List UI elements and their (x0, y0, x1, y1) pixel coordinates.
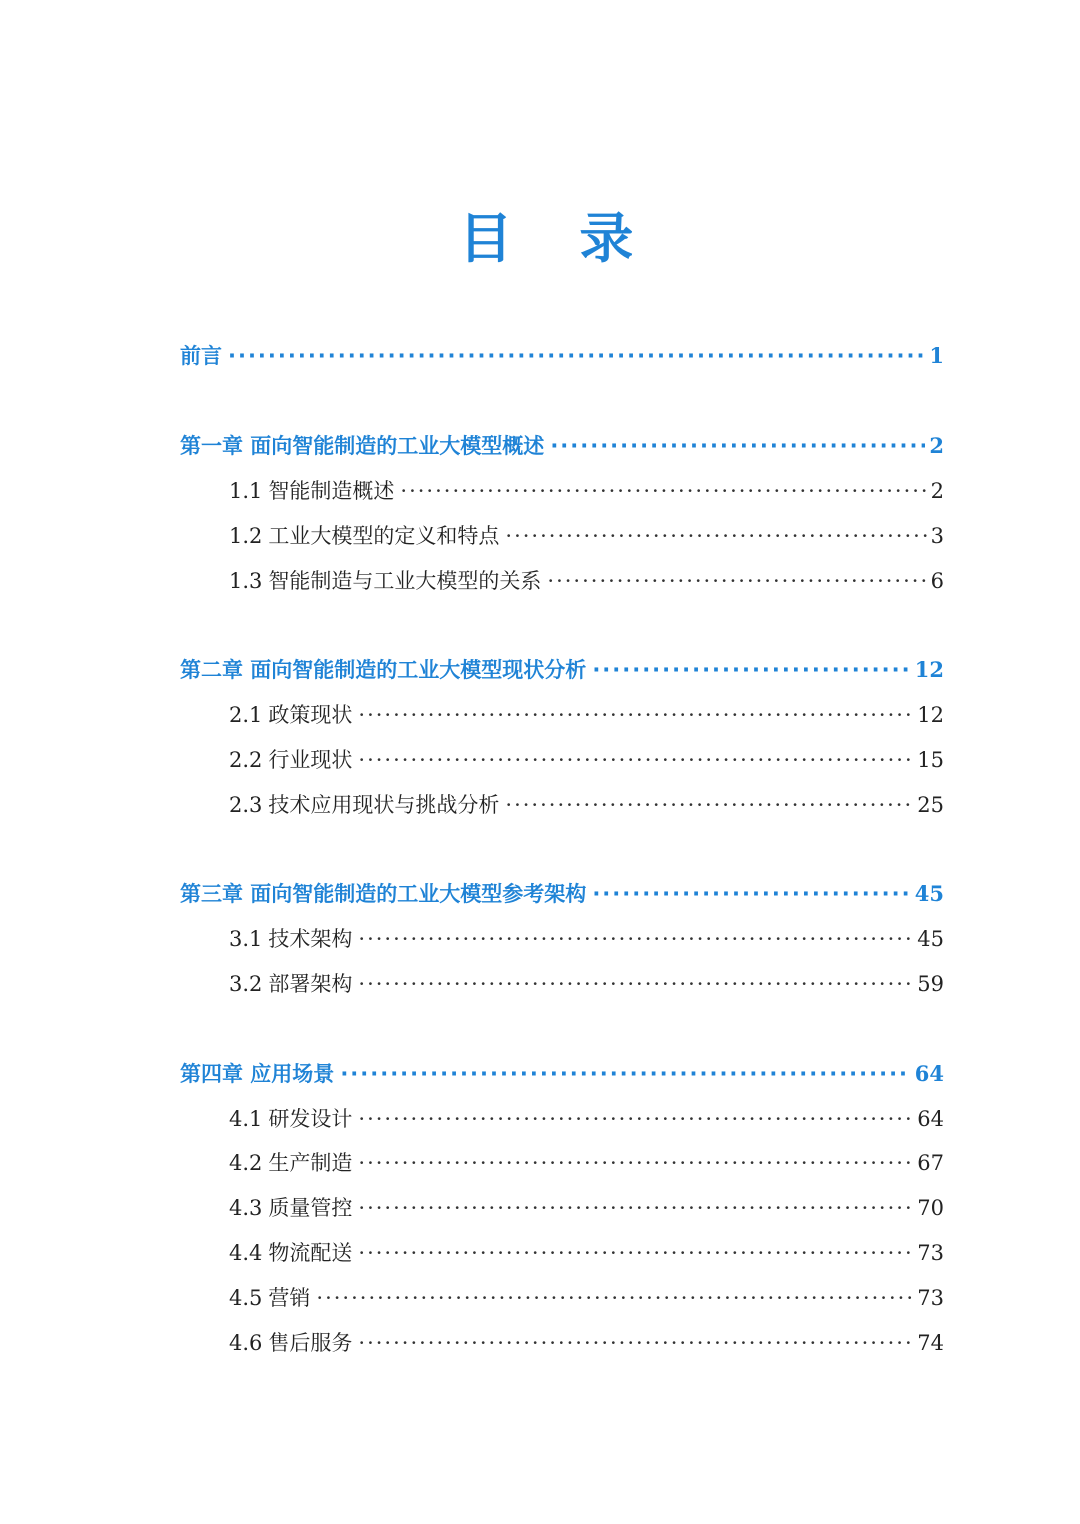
section-title: 智能制造与工业大模型的关系 (268, 569, 542, 593)
page-number: 45 (917, 927, 944, 951)
chapter-title: 第一章 面向智能制造的工业大模型概述 (180, 434, 545, 458)
toc-section-entry[interactable] (229, 789, 944, 821)
section-title: 智能制造概述 (268, 479, 395, 503)
dot-leader (316, 1282, 913, 1314)
dot-leader (358, 968, 913, 1000)
toc-section-entry[interactable] (229, 565, 944, 597)
section-title: 营销 (268, 1286, 311, 1310)
section-label (229, 968, 352, 1000)
toc-section-entry[interactable] (229, 1327, 944, 1359)
dot-leader (358, 1103, 913, 1135)
page-number: 12 (914, 657, 944, 682)
dot-leader (358, 1327, 913, 1359)
section-number: 4.3 (229, 1196, 263, 1220)
dot-leader (358, 744, 913, 776)
section-label (229, 520, 499, 552)
toc-chapter-entry[interactable] (180, 654, 944, 686)
section-title: 技术应用现状与挑战分析 (268, 793, 500, 817)
chapter-title: 第四章 应用场景 (180, 1062, 335, 1086)
section-title: 质量管控 (268, 1196, 353, 1220)
page-number: 73 (917, 1286, 944, 1310)
page-number: 59 (917, 972, 944, 996)
section-label (229, 789, 499, 821)
page-number: 67 (917, 1151, 944, 1175)
toc-section-entry[interactable] (229, 968, 944, 1000)
section-number: 2.1 (229, 703, 263, 727)
section-label (229, 1103, 352, 1135)
section-label (229, 1192, 352, 1224)
section-title: 政策现状 (268, 703, 353, 727)
toc-section-entry[interactable] (229, 1192, 944, 1224)
dot-leader (592, 654, 910, 686)
toc-chapter-entry[interactable] (180, 878, 944, 910)
section-label (229, 565, 541, 597)
toc-section-entry[interactable] (229, 699, 944, 731)
section-label (229, 699, 352, 731)
toc-chapter-entry[interactable] (180, 1058, 944, 1090)
section-number: 4.6 (229, 1331, 263, 1355)
toc-section-entry[interactable] (229, 1282, 944, 1314)
page-number: 64 (914, 1061, 944, 1086)
dot-leader (358, 1147, 913, 1179)
section-number: 4.1 (229, 1107, 263, 1131)
toc-title: 目 录 (458, 207, 658, 270)
toc-section-entry[interactable] (229, 1103, 944, 1135)
section-title: 部署架构 (268, 972, 353, 996)
dot-leader (228, 340, 925, 372)
section-title: 售后服务 (268, 1331, 353, 1355)
section-label (229, 1282, 310, 1314)
page-number: 6 (930, 569, 944, 593)
dot-leader (505, 520, 926, 552)
section-label (229, 744, 352, 776)
section-number: 4.5 (229, 1286, 263, 1310)
dot-leader (547, 565, 926, 597)
page-number: 70 (917, 1196, 944, 1220)
toc-chapter-entry[interactable] (180, 430, 944, 462)
toc-section-entry[interactable] (229, 1237, 944, 1269)
section-number: 4.2 (229, 1151, 263, 1175)
section-title: 技术架构 (268, 927, 353, 951)
section-number: 2.2 (229, 748, 263, 772)
toc-section-entry[interactable] (229, 520, 944, 552)
dot-leader (358, 1192, 913, 1224)
page-number: 3 (930, 524, 944, 548)
dot-leader (505, 789, 913, 821)
toc-section-entry[interactable] (229, 475, 944, 507)
section-label (229, 923, 352, 955)
section-label (229, 1327, 352, 1359)
dot-leader (550, 430, 925, 462)
section-number: 1.2 (229, 524, 263, 548)
page-number: 64 (917, 1107, 944, 1131)
toc-section-entry[interactable] (229, 744, 944, 776)
chapter-title: 第二章 面向智能制造的工业大模型现状分析 (180, 658, 587, 682)
dot-leader (358, 923, 913, 955)
chapter-title: 第三章 面向智能制造的工业大模型参考架构 (180, 882, 587, 906)
dot-leader (400, 475, 926, 507)
dot-leader (358, 699, 913, 731)
section-number: 4.4 (229, 1241, 263, 1265)
page-number: 2 (929, 433, 944, 458)
section-title: 工业大模型的定义和特点 (268, 524, 500, 548)
section-label (229, 475, 394, 507)
page-number: 15 (917, 748, 944, 772)
dot-leader (340, 1058, 910, 1090)
dot-leader (358, 1237, 913, 1269)
section-title: 生产制造 (268, 1151, 353, 1175)
page-number: 12 (917, 703, 944, 727)
chapter-title: 前言 (180, 344, 222, 368)
section-number: 3.1 (229, 927, 263, 951)
page-number: 1 (929, 343, 944, 368)
section-title: 物流配送 (268, 1241, 353, 1265)
section-label (229, 1237, 352, 1269)
dot-leader (592, 878, 910, 910)
toc-section-entry[interactable] (229, 923, 944, 955)
section-number: 1.3 (229, 569, 263, 593)
section-label (229, 1147, 352, 1179)
section-number: 3.2 (229, 972, 263, 996)
page-number: 74 (917, 1331, 944, 1355)
page-number: 73 (917, 1241, 944, 1265)
section-title: 研发设计 (268, 1107, 353, 1131)
toc-chapter-entry[interactable] (180, 340, 944, 372)
section-title: 行业现状 (268, 748, 353, 772)
page-number: 2 (930, 479, 944, 503)
section-number: 1.1 (229, 479, 263, 503)
section-number: 2.3 (229, 793, 263, 817)
toc-section-entry[interactable] (229, 1147, 944, 1179)
page-number: 45 (914, 881, 944, 906)
page-number: 25 (917, 793, 944, 817)
